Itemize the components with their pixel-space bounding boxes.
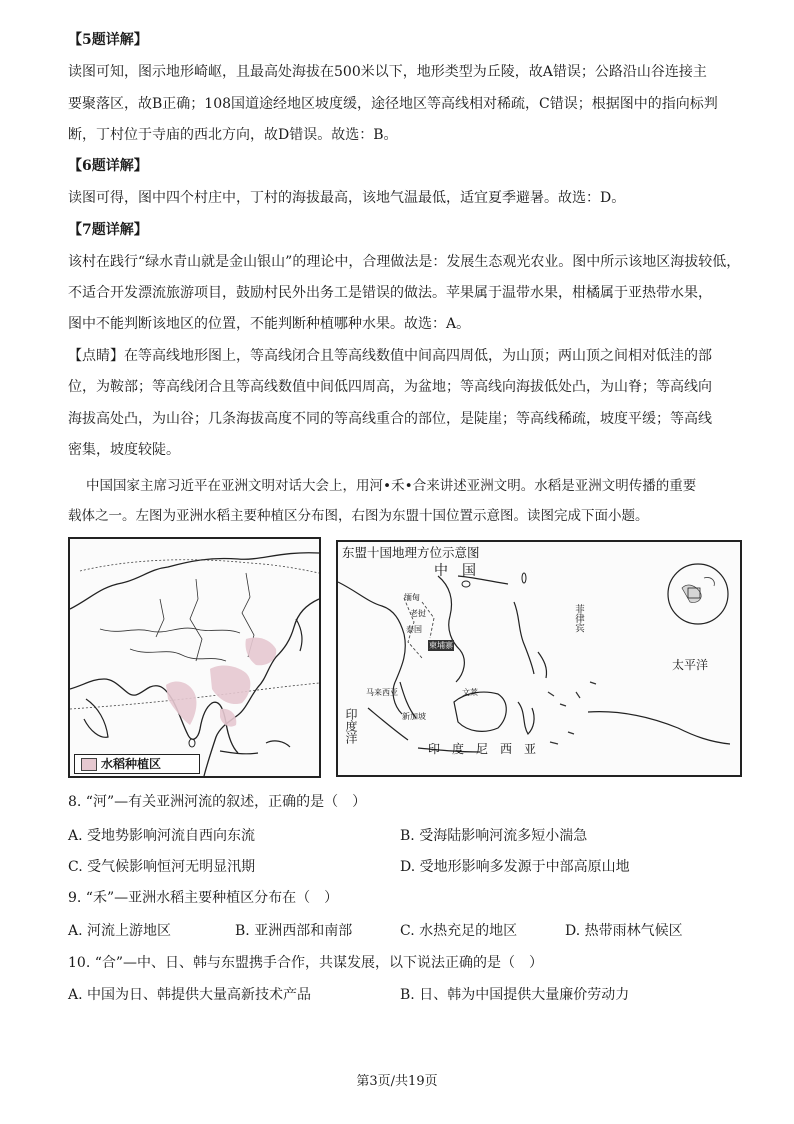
intro-line-1: 中国国家主席习近平在亚洲文明对话大会上，用河•禾•合来讲述亚洲文明。水稻是亚洲文明传播的重要 bbox=[86, 478, 697, 494]
label-indonesia: 印 度 尼 西 亚 bbox=[428, 742, 537, 756]
tip-line-2: 位，为鞍部；等高线闭合且等高线数值中间低四周高，为盆地；等高线向海拔低处凸，为山脊；等高线向 bbox=[68, 379, 712, 395]
tip-line-4: 密集，坡度较陡。 bbox=[68, 442, 180, 458]
rice-area-swatch bbox=[81, 758, 97, 771]
label-philippines: 菲律宾 bbox=[573, 604, 584, 633]
intro-line-2: 载体之一。左图为亚洲水稻主要种植区分布图，右图为东盟十国位置示意图。读图完成下面小题。 bbox=[68, 508, 649, 524]
map-legend bbox=[74, 754, 200, 774]
q10-stem: 10. “合”—中、日、韩与东盟携手合作，共谋发展，以下说法正确的是（ ） bbox=[68, 955, 544, 971]
q7-heading: 【7题详解】 bbox=[68, 222, 148, 238]
q9-option-a[interactable]: A. 河流上游地区 bbox=[68, 923, 172, 939]
asia-rice-map bbox=[68, 537, 321, 778]
page-number: 第3页/共19页 bbox=[356, 1074, 438, 1089]
label-indian-ocean: 印度洋 bbox=[344, 708, 358, 744]
q9-option-d[interactable]: D. 热带雨林气候区 bbox=[565, 923, 683, 939]
q9-stem: 9. “禾”—亚洲水稻主要种植区分布在（ ） bbox=[68, 890, 339, 906]
q8-stem: 8. “河”—有关亚洲河流的叙述，正确的是（ ） bbox=[68, 794, 367, 810]
q6-line-1: 读图可得，图中四个村庄中，丁村的海拔最高，该地气温最低，适宜夏季避暑。故选：D。 bbox=[68, 190, 626, 206]
q8-option-d[interactable]: D. 受地形影响多发源于中部高原山地 bbox=[400, 859, 630, 875]
q10-option-a[interactable]: A. 中国为日、韩提供大量高新技术产品 bbox=[68, 987, 312, 1003]
legend-label: 水稻种植区 bbox=[101, 757, 162, 771]
asean-map bbox=[336, 540, 742, 777]
q9-option-b[interactable]: B. 亚洲西部和南部 bbox=[235, 923, 353, 939]
tip-line-3: 海拔高处凸，为山谷；几条海拔高度不同的等高线重合的部位，是陡崖；等高线稀疏，坡度平缓；等高线 bbox=[68, 411, 712, 427]
q5-line-1: 读图可知，图示地形崎岖，且最高处海拔在500米以下，地形类型为丘陵，故A错误；公路沿山谷连接主 bbox=[68, 64, 707, 80]
q5-heading: 【5题详解】 bbox=[68, 32, 148, 48]
label-brunei: 文莱 bbox=[462, 688, 478, 697]
q7-line-2: 不适合开发漂流旅游项目，鼓励村民外出务工是错误的做法。苹果属于温带水果，柑橘属于亚热带水果， bbox=[68, 285, 712, 301]
q5-line-3: 断，丁村位于寺庙的西北方向，故D错误。故选：B。 bbox=[68, 127, 398, 143]
label-thailand: 泰国 bbox=[406, 625, 422, 634]
q8-option-a[interactable]: A. 受地势影响河流自西向东流 bbox=[68, 828, 256, 844]
label-pacific: 太平洋 bbox=[672, 658, 709, 672]
asia-map-drawing bbox=[70, 539, 319, 776]
q7-line-1: 该村在践行“绿水青山就是金山银山”的理论中，合理做法是：发展生态观光农业。图中所示该地区海拔较低， bbox=[68, 254, 741, 270]
q6-heading: 【6题详解】 bbox=[68, 158, 148, 174]
label-laos: 老挝 bbox=[410, 609, 426, 618]
label-myanmar: 缅甸 bbox=[404, 593, 420, 602]
label-malaysia: 马来西亚 bbox=[366, 688, 398, 697]
q10-option-b[interactable]: B. 日、韩为中国提供大量廉价劳动力 bbox=[400, 987, 630, 1003]
asean-map-title: 东盟十国地理方位示意图 bbox=[342, 545, 480, 560]
q7-line-3: 图中不能判断该地区的位置，不能判断种植哪种水果。故选：A。 bbox=[68, 316, 471, 332]
tip-line-1: 【点睛】在等高线地形图上，等高线闭合且等高线数值中间高四周低，为山顶；两山顶之间相对低洼的部 bbox=[68, 348, 712, 364]
q5-line-2: 要聚落区，故B正确；108国道途经地区坡度缓，途径地区等高线相对稀疏，C错误；根据图中的指向标判 bbox=[68, 96, 718, 112]
q9-option-c[interactable]: C. 水热充足的地区 bbox=[400, 923, 518, 939]
label-singapore: 新加坡 bbox=[402, 712, 426, 721]
q8-option-b[interactable]: B. 受海陆影响河流多短小湍急 bbox=[400, 828, 588, 844]
label-china: 中 国 bbox=[434, 563, 476, 579]
q8-option-c[interactable]: C. 受气候影响恒河无明显汛期 bbox=[68, 859, 256, 875]
label-cambodia: 柬埔寨 bbox=[429, 641, 453, 650]
